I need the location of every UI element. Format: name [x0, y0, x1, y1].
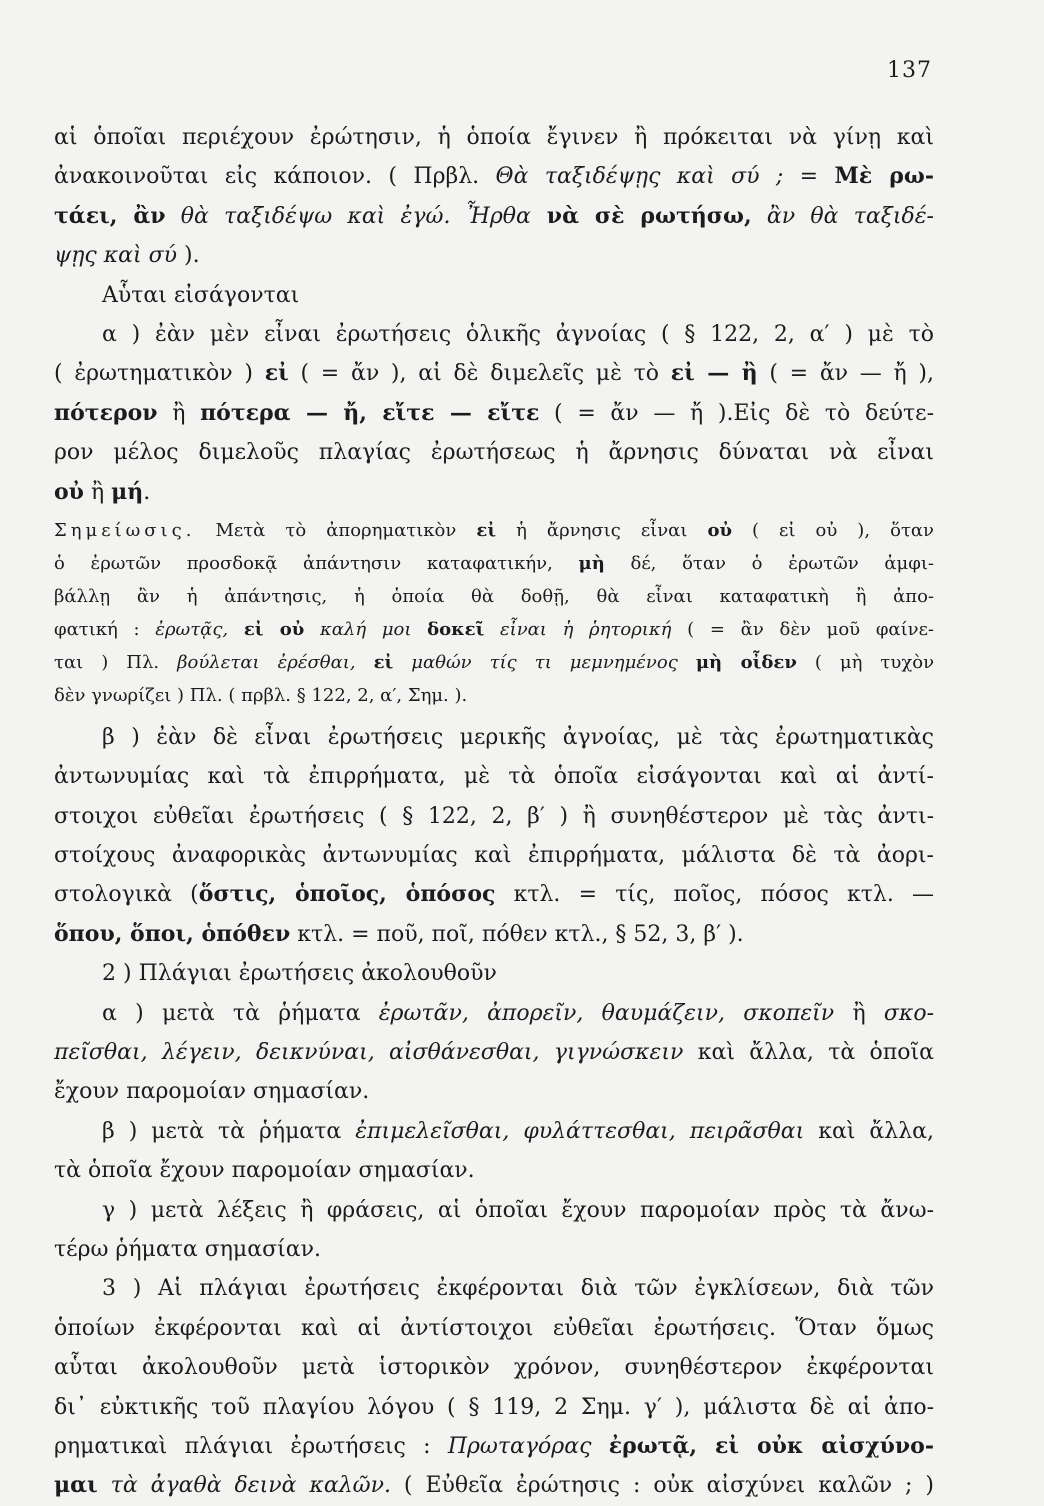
example-bold: Μὲ ρω-: [834, 163, 934, 190]
note-heading: Σημείωσις.: [54, 519, 196, 541]
note-block: [54, 514, 934, 712]
text-line: ἔχουν παρομοίαν σημασίαν.: [54, 1079, 370, 1105]
text-line: πεῖσθαι, λέγειν, δεικνύναι, αἰσθάνεσθαι, γιγνώσκειν καὶ ἄλλα, τὰ ὁποῖα: [54, 1040, 934, 1066]
page-number: 137: [887, 58, 932, 83]
text-line: ὁποίων ἐκφέρονται καὶ αἱ ἀντίστοιχοι εὐθεῖαι ἐρωτήσεις. Ὅταν ὅμως: [54, 1315, 934, 1341]
text-line: ἀντωνυμίας καὶ τὰ ἐπιρρήματα, μὲ τὰ ὁποῖα εἰσάγονται καὶ αἱ ἀντί-: [54, 764, 934, 790]
text-line: Αὗται εἰσάγονται: [102, 282, 300, 308]
text-line: στοιχοι εὐθεῖαι ἐρωτήσεις ( § 122, 2, β′ ) ἢ συνηθέστερον μὲ τὰς ἀντι-: [54, 803, 934, 829]
note-line: ται ) Πλ. βούλεται ἐρέσθαι, εἰ μαθών τίς τι μεμνημένος μὴ οἶδεν ( μὴ τυχὸν: [54, 651, 934, 673]
text-line: ἀνακοινοῦται εἰς κάποιον. ( Πρβλ. Θὰ ταξιδέψῃς καὶ σύ ; = Μὲ ρω-: [54, 163, 934, 190]
text-line: τὰ ὁποῖα ἔχουν παρομοίαν σημασίαν.: [54, 1158, 475, 1184]
text-line: δι᾿ εὐκτικῆς τοῦ πλαγίου λόγου ( § 119, 2 Σημ. γ′ ), μάλιστα δὲ αἱ ἀπο-: [54, 1394, 934, 1420]
text-line: ρηματικαὶ πλάγιαι ἐρωτήσεις : Πρωταγόρας ἐρωτᾷ, εἰ οὐκ αἰσχύνο-: [54, 1432, 934, 1459]
text-line: 2 ) Πλάγιαι ἐρωτήσεις ἀκολουθοῦν: [102, 961, 497, 987]
note-line: ὁ ἐρωτῶν προσδοκᾷ ἀπάντησιν καταφατικήν, μὴ δέ, ὅταν ὁ ἐρωτῶν ἀμφι-: [54, 552, 934, 574]
body-text: [54, 118, 934, 1506]
text-line: στοίχους ἀναφορικὰς ἀντωνυμίας καὶ ἐπιρρήματα, μάλιστα δὲ τὰ ἀορι-: [54, 843, 934, 869]
note-line: φατική : ἐρωτᾷς, εἰ οὐ καλή μοι δοκεῖ εἶναι ἡ ῥητορική ( = ἂν δὲν μοῦ φαίνε-: [54, 618, 934, 640]
note-line: Σημείωσις. Μετὰ τὸ ἀπορηματικὸν εἰ ἡ ἄρνησις εἶναι οὐ ( εἰ οὐ ), ὅταν: [54, 519, 934, 541]
text-line: ( ἐρωτηματικὸν ) εἰ ( = ἄν ), αἱ δὲ διμελεῖς μὲ τὸ εἰ — ἢ ( = ἄν — ἤ ),: [54, 360, 934, 387]
text-line: ρον μέλος διμελοῦς πλαγίας ἐρωτήσεως ἡ ἄρνησις δύναται νὰ εἶναι: [54, 440, 934, 466]
text-line: β ) ἐὰν δὲ εἶναι ἐρωτήσεις μερικῆς ἀγνοίας, μὲ τὰς ἐρωτηματικὰς: [102, 724, 934, 750]
text-line: μαι τὰ ἀγαθὰ δεινὰ καλῶν. ( Εὐθεῖα ἐρώτησις : οὐκ αἰσχύνει καλῶν ; ): [54, 1472, 934, 1499]
text-line: ψῃς καὶ σύ ).: [54, 243, 200, 269]
text-line: πότερον ἢ πότερα — ἤ, εἴτε — εἴτε ( = ἄν — ἤ ).Εἰς δὲ τὸ δεύτε-: [54, 399, 934, 426]
note-line: βάλλῃ ἂν ἡ ἀπάντησις, ἡ ὁποία θὰ δοθῇ, θὰ εἶναι καταφατικὴ ἢ ἀπο-: [54, 585, 934, 607]
text-line: β ) μετὰ τὰ ῥήματα ἐπιμελεῖσθαι, φυλάττεσθαι, πειρᾶσθαι καὶ ἄλλα,: [102, 1118, 934, 1144]
note-line: δὲν γνωρίζει ) Πλ. ( πρβλ. § 122, 2, α′, Σημ. ).: [54, 684, 468, 706]
text-line: α ) μετὰ τὰ ῥήματα ἐρωτᾶν, ἀπορεῖν, θαυμάζειν, σκοπεῖν ἢ σκο-: [102, 1000, 934, 1026]
text-line: ὅπου, ὅποι, ὁπόθεν κτλ. = ποῦ, ποῖ, πόθεν κτλ., § 52, 3, β′ ).: [54, 920, 744, 947]
text-line: οὐ ἢ μή.: [54, 478, 151, 505]
text-line: 3 ) Αἱ πλάγιαι ἐρωτήσεις ἐκφέρονται διὰ τῶν ἐγκλίσεων, διὰ τῶν: [102, 1276, 934, 1302]
text-line: γ ) μετὰ λέξεις ἢ φράσεις, αἱ ὁποῖαι ἔχουν παρομοίαν πρὸς τὰ ἄνω-: [102, 1197, 934, 1223]
text-line: α ) ἐὰν μὲν εἶναι ἐρωτήσεις ὁλικῆς ἀγνοίας ( § 122, 2, α′ ) μὲ τὸ: [102, 321, 934, 347]
text-line: αὗται ἀκολουθοῦν μετὰ ἱστορικὸν χρόνον, συνηθέστερον ἐκφέρονται: [54, 1355, 934, 1381]
text-line: αἱ ὁποῖαι περιέχουν ἐρώτησιν, ἡ ὁποία ἔγινεν ἢ πρόκειται νὰ γίνῃ καὶ: [54, 125, 934, 150]
text-line: τάει, ἂν θὰ ταξιδέψω καὶ ἐγώ. Ἦρθα νὰ σὲ ρωτήσω, ἂν θὰ ταξιδέ-: [54, 202, 934, 229]
text-line: στολογικὰ (ὅστις, ὁποῖος, ὁπόσος κτλ. = τίς, ποῖος, πόσος κτλ. —: [54, 881, 934, 908]
text-line: τέρω ῥήματα σημασίαν.: [54, 1236, 321, 1262]
example-italic: Θὰ ταξιδέψῃς καὶ σύ ;: [495, 164, 784, 190]
